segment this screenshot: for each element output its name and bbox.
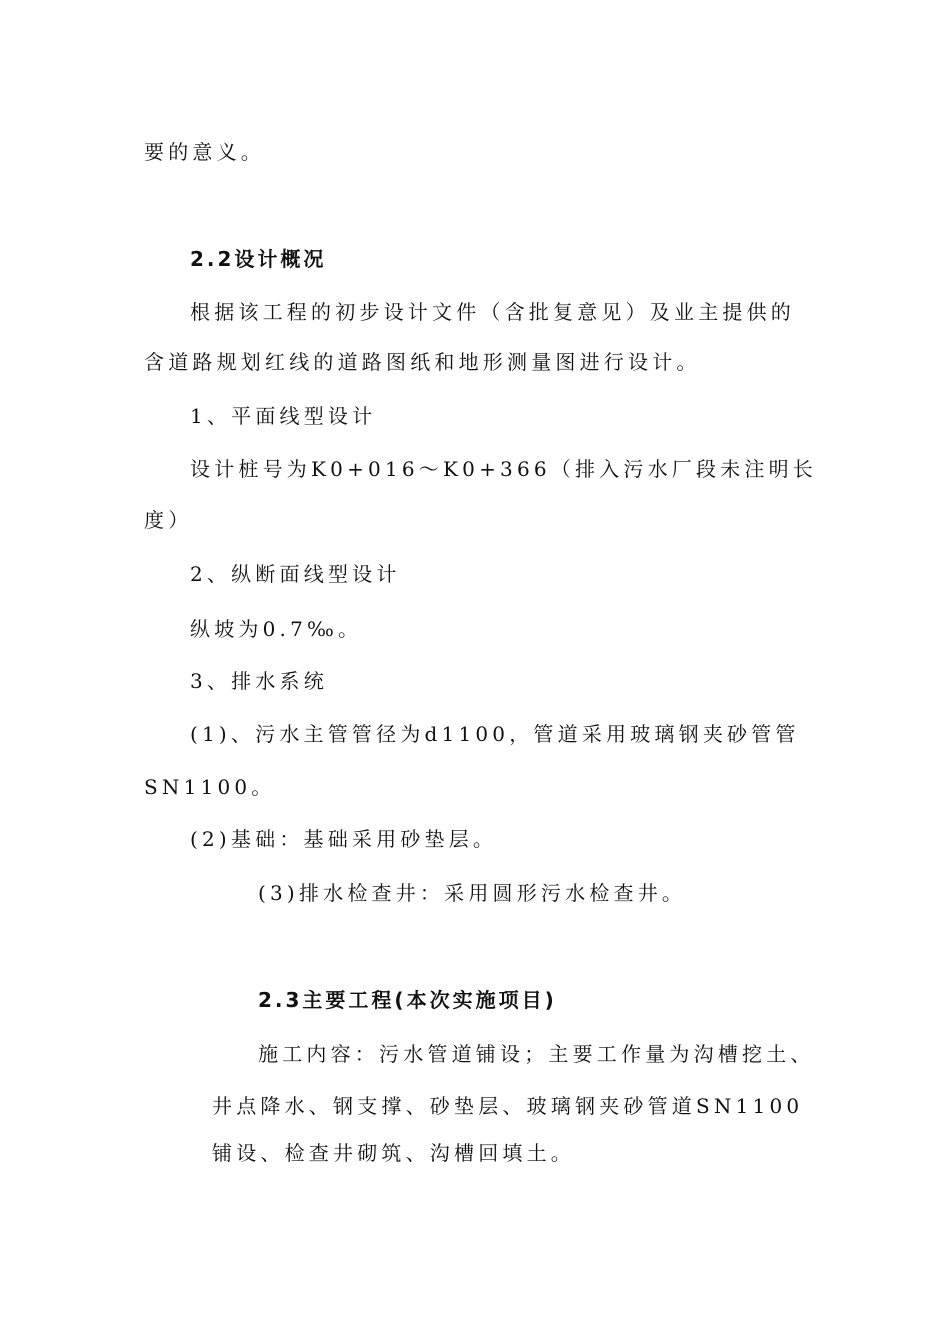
item2-title: 2、纵断面线型设计 — [190, 562, 401, 586]
item1-text-line2: 度） — [144, 508, 193, 532]
section-2-3-title: 2.3主要工程(本次实施项目) — [258, 988, 557, 1012]
item3-sub1-line2: SN1100。 — [144, 775, 276, 799]
section-2-2-para1-line1: 根据该工程的初步设计文件（含批复意见）及业主提供的 — [190, 300, 795, 324]
item3-title: 3、排水系统 — [190, 669, 328, 693]
section-2-2-title: 2.2设计概况 — [190, 247, 327, 271]
section-2-3-line1: 施工内容：污水管道铺设；主要工作量为沟槽挖土、 — [258, 1042, 815, 1066]
item3-sub2: (2)基础：基础采用砂垫层。 — [190, 827, 498, 851]
item1-title: 1、平面线型设计 — [190, 404, 377, 428]
item3-sub3: (3)排水检查井：采用圆形污水检查井。 — [258, 881, 687, 905]
section-2-2-para1-line2: 含道路规划红线的道路图纸和地形测量图进行设计。 — [144, 350, 701, 374]
section-2-3-line2: 井点降水、钢支撑、砂垫层、玻璃钢夹砂管道SN1100 — [212, 1094, 804, 1118]
item3-sub1-line1: (1)、污水主管管径为d1100，管道采用玻璃钢夹砂管管 — [190, 722, 800, 746]
item1-text-line1: 设计桩号为K0+016～K0+366（排入污水厂段未注明长 — [190, 457, 817, 481]
intro-tail-text: 要的意义。 — [144, 140, 265, 164]
section-2-3-line3: 铺设、检查井砌筑、沟槽回填土。 — [212, 1141, 575, 1165]
item2-text: 纵坡为0.7‰。 — [190, 617, 363, 641]
